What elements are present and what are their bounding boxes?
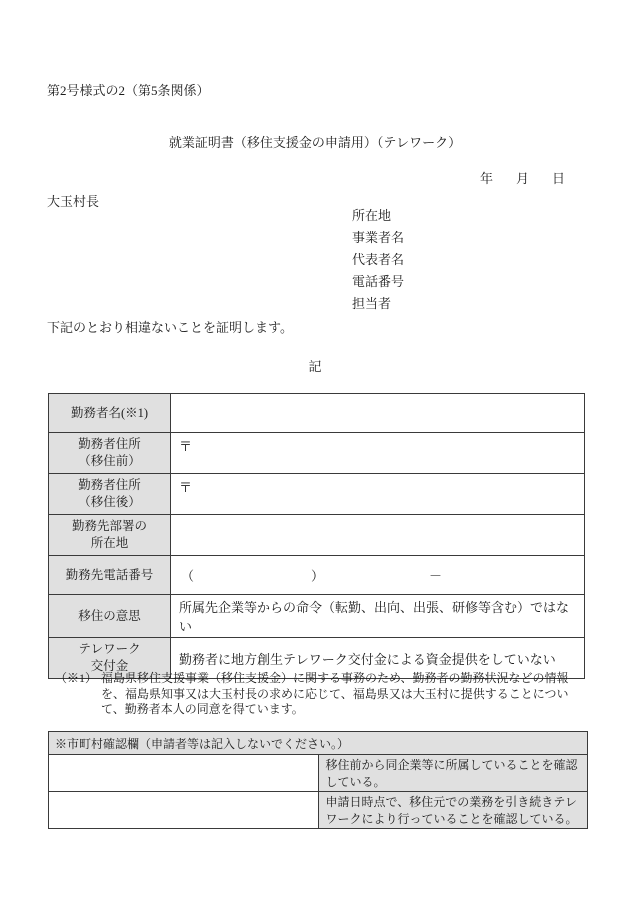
date-month-label: 月: [516, 171, 530, 186]
confirmation-text-2: 申請日時点で、移住元での業務を引き続きテレワークにより行っていることを確認している。: [318, 792, 588, 829]
date-year-label: 年: [480, 171, 494, 186]
table-row: [49, 474, 585, 515]
municipal-confirmation-table: [48, 731, 588, 829]
telework-grant-value: 勤務者に地方創生テレワーク交付金による資金提供をしていない: [171, 638, 585, 679]
confirmation-checkbox-cell-1[interactable]: [49, 755, 319, 792]
issuer-field-phone-number: 電話番号: [352, 274, 405, 289]
table-row: [49, 556, 585, 595]
issuer-field-location: 所在地: [352, 208, 392, 223]
table-row: [49, 515, 585, 556]
work-phone-input-cell[interactable]: [171, 556, 585, 595]
footnote-marker: （※1）: [55, 671, 98, 685]
issuer-block: [352, 205, 404, 315]
date-day-label: 日: [552, 171, 566, 186]
footnote: [55, 671, 585, 718]
ki-heading: 記: [308, 359, 322, 374]
issuer-field-contact-person: 担当者: [352, 296, 392, 311]
table-row: [49, 595, 585, 638]
confirmation-text-1: 移住前から同企業等に所属していることを確認している。: [318, 755, 588, 792]
address-before-move-label: 勤務者住所 （移住前）: [49, 433, 171, 474]
certify-statement: 下記のとおり相違ないことを証明します。: [47, 320, 293, 335]
phone-dash: －: [429, 568, 443, 584]
table-row: [49, 394, 585, 433]
date-line: [480, 168, 565, 187]
worker-name-label: 勤務者名(※1): [49, 394, 171, 433]
confirmation-row: [49, 792, 588, 829]
form-code: 第2号様式の2（第5条関係）: [47, 83, 210, 98]
department-location-input-cell[interactable]: [171, 515, 585, 556]
footnote-text: 福島県移住支援事業（移住支援金）に関する事務のため、勤務者の勤務状況などの情報を、福島県知事又は大玉村長の求めに応じて、福島県又は大玉村に提供することについて、勤務者本人の同意を得ています。: [101, 671, 569, 716]
address-before-move-input-cell[interactable]: [171, 433, 585, 474]
employment-details-table: [48, 393, 585, 679]
relocation-intent-label: 移住の意思: [49, 595, 171, 638]
addressee: 大玉村長: [47, 194, 100, 209]
confirmation-table-header: ※市町村確認欄（申請者等は記入しないでください。）: [49, 732, 588, 755]
phone-open-paren: （: [181, 568, 195, 584]
table-row: [49, 433, 585, 474]
relocation-intent-value: 所属先企業等からの命令（転勤、出向、出張、研修等含む）ではない: [171, 595, 585, 638]
document-title: 就業証明書（移住支援金の申請用）（テレワーク）: [168, 135, 462, 150]
address-after-move-input-cell[interactable]: [171, 474, 585, 515]
address-after-move-label: 勤務者住所 （移住後）: [49, 474, 171, 515]
postal-mark: 〒: [179, 480, 193, 495]
department-location-label: 勤務先部署の 所在地: [49, 515, 171, 556]
confirmation-header-row: [49, 732, 588, 755]
phone-close-paren: ）: [311, 568, 325, 584]
worker-name-input-cell[interactable]: [171, 394, 585, 433]
issuer-field-business-name: 事業者名: [352, 230, 405, 245]
confirmation-row: [49, 755, 588, 792]
postal-mark: 〒: [179, 439, 193, 454]
work-phone-label: 勤務先電話番号: [49, 556, 171, 595]
confirmation-checkbox-cell-2[interactable]: [49, 792, 319, 829]
telework-grant-label: テレワーク 交付金: [49, 638, 171, 679]
issuer-field-representative-name: 代表者名: [352, 252, 405, 267]
